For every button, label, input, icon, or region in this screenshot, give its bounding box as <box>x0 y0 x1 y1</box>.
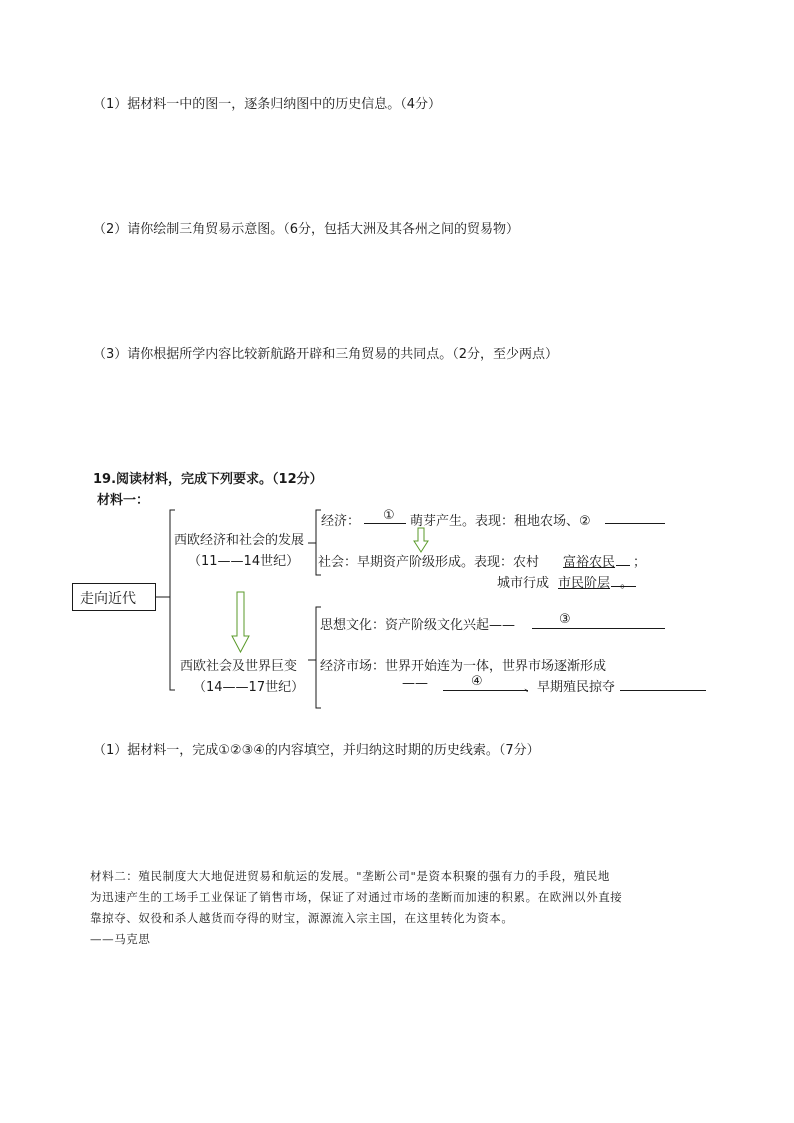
material-2-line-2: 为迅速产生的工场手工业保证了销售市场，保证了对通过市场的垄断而加速的积累。在欧洲以外直接 <box>90 890 623 904</box>
material-2-source: ——马克思 <box>90 932 151 946</box>
market-dash: —— <box>402 676 428 691</box>
question-3: （3）请你根据所学内容比较新航路开辟和三角贸易的共同点。（2分，至少两点） <box>93 347 559 362</box>
small-down-arrow-icon <box>414 528 428 552</box>
city-prefix: 城市行成 <box>497 576 550 591</box>
plunder-text: 、早期殖民掠夺 <box>524 680 616 695</box>
question-2: （2）请你绘制三角贸易示意图。（6分，包括大洲及其各州之间的贸易物） <box>93 222 520 237</box>
question-19-title: 19.阅读材料，完成下列要求。（12分） <box>93 472 323 487</box>
blank-1: ① <box>383 508 395 523</box>
market-text: 经济市场：世界开始连为一体，世界市场逐渐形成 <box>320 659 607 674</box>
period-mark: 。 <box>620 576 634 591</box>
question-19-1: （1）据材料一，完成①②③④的内容填空，并归纳这时期的历史线索。（7分） <box>93 743 540 758</box>
material-2-line-3: 靠掠夺、奴役和杀人越货而夺得的财宝，源源流入宗主国，在这里转化为资本。 <box>90 911 514 925</box>
society-text: 社会：早期资产阶级形成。表现：农村 <box>318 555 540 570</box>
citizens-class: 市民阶层 <box>558 576 611 591</box>
stage-2-title: 西欧社会及世界巨变 <box>180 659 298 674</box>
stage-1-period: （11——14世纪） <box>188 554 300 569</box>
blank-3: ③ <box>559 612 571 627</box>
economy-text: 萌芽产生。表现：租地农场、② <box>410 514 591 529</box>
down-arrow-icon <box>232 592 249 652</box>
economy-label: 经济： <box>321 514 361 529</box>
root-label: 走向近代 <box>80 591 136 607</box>
blank-4: ④ <box>471 674 483 689</box>
semicolon: ； <box>633 555 647 570</box>
material-2-line-1: 材料二：殖民制度大大地促进贸易和航运的发展。"垄断公司"是资本积聚的强有力的手段，殖民地 <box>90 869 610 883</box>
material-1-label: 材料一： <box>97 493 150 508</box>
question-1: （1）据材料一中的图一，逐条归纳图中的历史信息。（4分） <box>93 97 442 112</box>
stage-2-period: （14——17世纪） <box>193 680 305 695</box>
rich-farmers: 富裕农民 <box>563 555 616 570</box>
stage-1-title: 西欧经济和社会的发展 <box>174 533 305 548</box>
culture-text: 思想文化：资产阶级文化兴起—— <box>320 618 516 633</box>
